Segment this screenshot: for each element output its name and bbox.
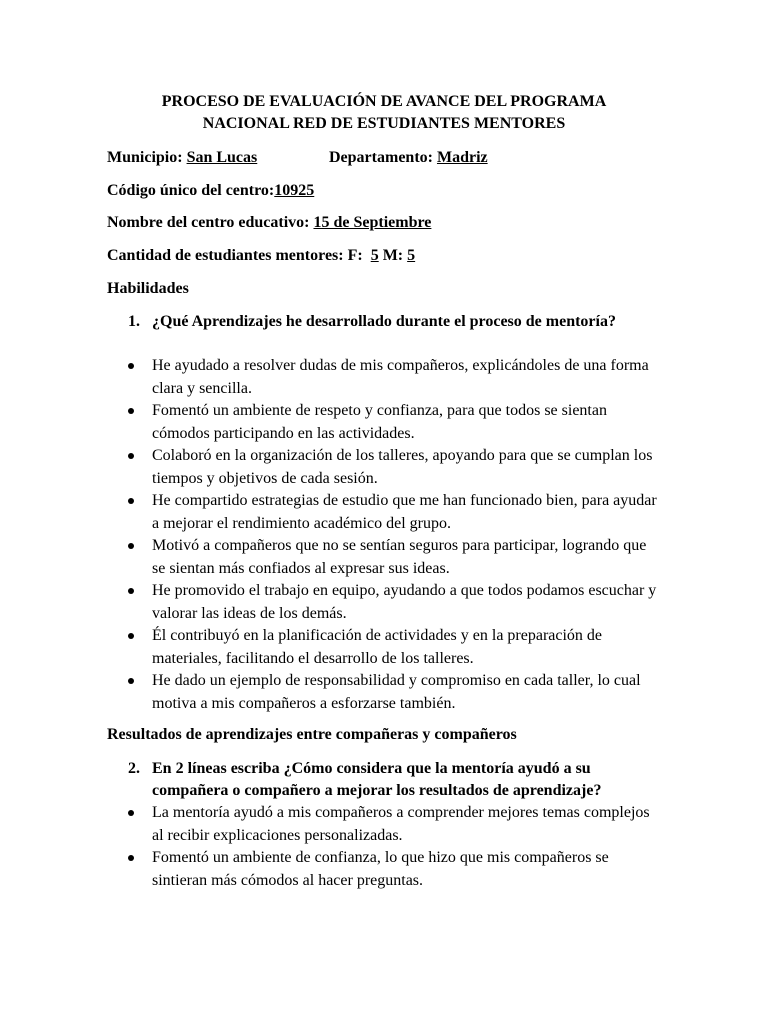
centro-value: 15 de Septiembre bbox=[313, 214, 432, 231]
list-item: He dado un ejemplo de responsabilidad y compromiso en cada taller, lo cual motiva a mis compañeros a esforzarse también. bbox=[0, 670, 768, 715]
bullet-icon bbox=[128, 588, 134, 594]
cantidad-m-label: M: bbox=[382, 247, 404, 264]
municipio-value: San Lucas bbox=[186, 149, 258, 166]
question2-text: En 2 líneas escriba ¿Cómo considera que la mentoría ayudó a su compañera o compañero a mejorar los resultados de aprendizaje? bbox=[152, 760, 602, 799]
list-item: He promovido el trabajo en equipo, ayudando a que todos podamos escuchar y valorar las ideas de los demás. bbox=[0, 580, 768, 625]
document-title bbox=[0, 91, 768, 135]
section2-heading: Resultados de aprendizajes entre compañeras y compañeros bbox=[107, 726, 517, 743]
bullet-icon bbox=[128, 633, 134, 639]
section1-heading: Habilidades bbox=[107, 280, 189, 297]
departamento-value: Madriz bbox=[436, 149, 488, 166]
question1-text: ¿Qué Aprendizajes he desarrollado durante el proceso de mentoría? bbox=[152, 313, 616, 330]
cantidad-label: Cantidad de estudiantes mentores: F: bbox=[107, 247, 363, 264]
bullet-icon bbox=[128, 498, 134, 504]
bullet-icon bbox=[128, 363, 134, 369]
bullet-icon bbox=[128, 855, 134, 861]
list-item: Colaboró en la organización de los talleres, apoyando para que se cumplan los tiempos y objetivos de cada sesión. bbox=[0, 445, 768, 490]
section2-bullet-list bbox=[0, 802, 768, 892]
title-line-2: NACIONAL RED DE ESTUDIANTES MENTORES bbox=[202, 115, 566, 132]
list-item: He ayudado a resolver dudas de mis compañeros, explicándoles de una forma clara y sencilla. bbox=[0, 355, 768, 400]
list-item: La mentoría ayudó a mis compañeros a comprender mejores temas complejos al recibir explicaciones personalizadas. bbox=[0, 802, 768, 847]
list-item: Fomentó un ambiente de confianza, lo que hizo que mis compañeros se sintieran más cómodos al hacer preguntas. bbox=[0, 847, 768, 892]
centro-row bbox=[107, 212, 431, 234]
cantidad-row bbox=[107, 245, 415, 267]
bullet-icon bbox=[128, 810, 134, 816]
centro-label: Nombre del centro educativo: bbox=[107, 214, 310, 231]
codigo-label: Código único del centro: bbox=[107, 182, 275, 199]
section1-bullet-list bbox=[0, 355, 768, 715]
question1-number: 1. bbox=[128, 313, 140, 330]
cantidad-f-value: 5 bbox=[370, 247, 379, 264]
bullet-icon bbox=[128, 678, 134, 684]
bullet-icon bbox=[128, 408, 134, 414]
list-item: Fomentó un ambiente de respeto y confianza, para que todos se sientan cómodos participando en las actividades. bbox=[0, 400, 768, 445]
question2-number: 2. bbox=[128, 760, 140, 777]
cantidad-m-value: 5 bbox=[407, 247, 416, 264]
list-item: Él contribuyó en la planificación de actividades y en la preparación de materiales, facilitando el desarrollo de los talleres. bbox=[0, 625, 768, 670]
codigo-row bbox=[107, 180, 314, 202]
codigo-value: 10925 bbox=[274, 182, 315, 199]
bullet-icon bbox=[128, 543, 134, 549]
list-item: Motivó a compañeros que no se sentían seguros para participar, logrando que se sientan más confiados al expresar sus ideas. bbox=[0, 535, 768, 580]
title-line-1: PROCESO DE EVALUACIÓN DE AVANCE DEL PROGRAMA bbox=[161, 93, 607, 110]
bullet-icon bbox=[128, 453, 134, 459]
departamento-row bbox=[329, 147, 488, 169]
municipio-row bbox=[107, 147, 257, 169]
list-item: He compartido estrategias de estudio que me han funcionado bien, para ayudar a mejorar el rendimiento académico del grupo. bbox=[0, 490, 768, 535]
departamento-label: Departamento: bbox=[329, 149, 433, 166]
municipio-label: Municipio: bbox=[107, 149, 183, 166]
